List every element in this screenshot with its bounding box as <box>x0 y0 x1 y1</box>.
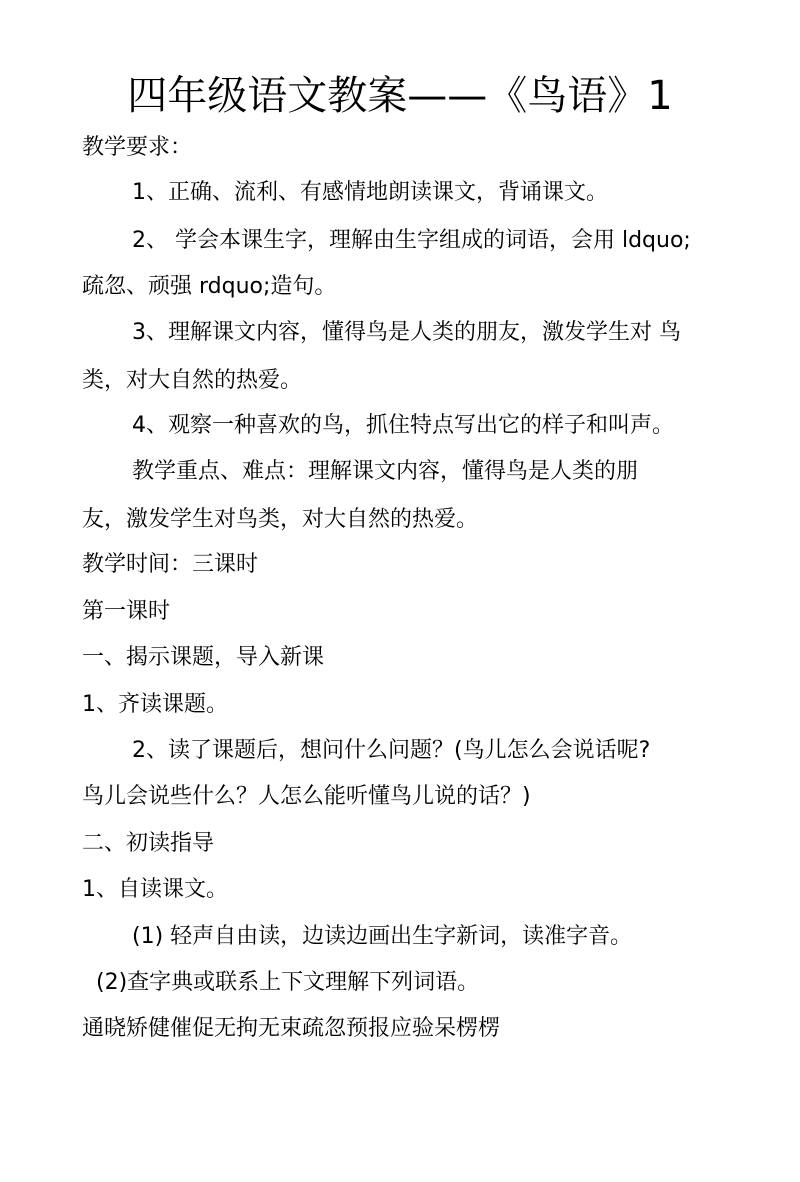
vocabulary-list: 通晓矫健催促无拘无束疏忽预报应验呆楞楞 <box>82 1016 501 1041</box>
step-self-reading: 1、自读课文。 <box>82 877 228 902</box>
requirement-4: 4、观察一种喜欢的鸟，抓住特点写出它的样子和叫声。 <box>132 413 674 438</box>
key-points-line-2: 友，激发学生对鸟类，对大自然的热爱。 <box>82 507 479 532</box>
section-heading-teaching-requirements: 教学要求： <box>82 135 193 160</box>
requirement-2-line-2: 疏忽、顽强 rdquo;造句。 <box>82 274 337 299</box>
requirement-3-line-1: 3、理解课文内容，懂得鸟是人类的朋友，激发学生对 鸟 <box>132 320 681 345</box>
document-title: 四年级语文教案——《鸟语》1 <box>127 73 673 119</box>
lesson-heading: 第一课时 <box>82 599 171 624</box>
substep-1: (1) 轻声自由读，边读边画出生字新词，读准字音。 <box>132 924 633 949</box>
requirement-3-line-2: 类，对大自然的热爱。 <box>82 368 303 393</box>
section-heading-first-reading: 二、初读指导 <box>82 831 215 856</box>
step-questions-line-1: 2、读了课题后，想问什么问题？(鸟儿怎么会说话呢? <box>132 738 651 763</box>
teaching-time: 教学时间：三课时 <box>82 552 259 577</box>
step-read-title: 1、齐读课题。 <box>82 692 228 717</box>
section-heading-introduce-topic: 一、揭示课题，导入新课 <box>82 645 325 670</box>
requirement-1: 1、正确、流利、有感情地朗读课文，背诵课文。 <box>132 180 608 205</box>
step-questions-line-2: 鸟儿会说些什么？人怎么能听懂鸟儿说的话？) <box>82 784 531 809</box>
substep-2: (2)查字典或联系上下文理解下列词语。 <box>96 970 480 995</box>
key-points-line-1: 教学重点、难点：理解课文内容，懂得鸟是人类的朋 <box>132 459 639 484</box>
requirement-2-line-1: 2、 学会本课生字，理解由生字组成的词语，会用 ldquo; <box>132 228 691 253</box>
